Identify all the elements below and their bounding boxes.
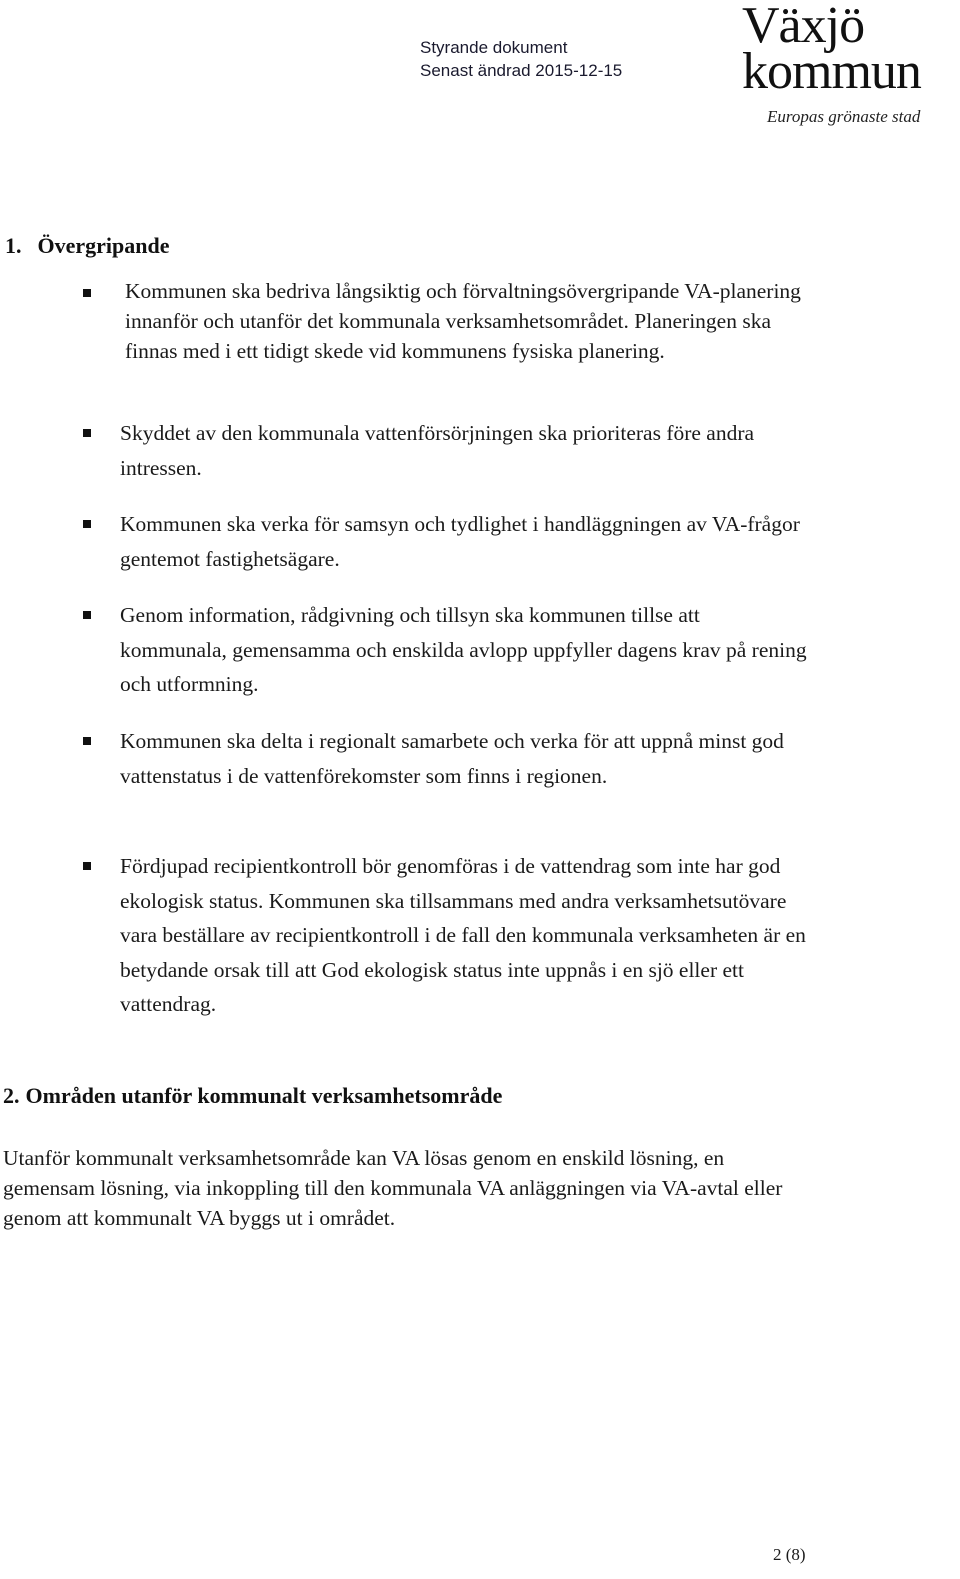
logo-word-vaxjo: Växjö — [742, 0, 865, 54]
list-item-text: Kommunen ska delta i regionalt samarbete och verka för att uppnå minst god vattenstatus i de vattenförekomster som finns i regionen. — [120, 729, 784, 788]
list-item-text: Skyddet av den kommunala vattenförsörjningen ska prioriteras före andra intressen. — [120, 421, 755, 480]
document-type: Styrande dokument — [420, 38, 568, 57]
last-changed-date: Senast ändrad 2015-12-15 — [420, 61, 623, 80]
bullet-square-icon — [83, 289, 91, 297]
bullet-square-icon — [83, 611, 91, 619]
section-title: Övergripande — [37, 233, 170, 258]
section-paragraph: Utanför kommunalt verksamhetsområde kan VA lösas genom en enskild lösning, en gemensam lösning, via inkoppling till den kommunala VA anläggningen via VA-avtal eller genom att kommunalt VA byggs ut i området. — [3, 1146, 783, 1230]
vaxjo-kommun-logo — [740, 2, 955, 128]
logo-tagline: Europas grönaste stad — [767, 107, 921, 126]
bullet-square-icon — [83, 520, 91, 528]
list-item-text: Kommunen ska bedriva långsiktig och förvaltningsövergripande VA-planering innanför och utanför det kommunala verksamhetsområdet. Planeringen ska finnas med i ett tidigt skede vid kommunens fysiska planering. — [125, 279, 801, 363]
logo-word-kommun: kommun — [742, 43, 921, 100]
bullet-square-icon — [83, 429, 91, 437]
page-number: 2 (8) — [773, 1545, 806, 1564]
section-heading-omraden — [3, 1083, 502, 1109]
section-number: 2. — [3, 1083, 20, 1108]
section-number: 1. — [5, 233, 22, 258]
list-item-text: Genom information, rådgivning och tillsyn ska kommunen tillse att kommunala, gemensamma och enskilda avlopp uppfyller dagens krav på rening och utformning. — [120, 603, 807, 696]
list-item-text: Kommunen ska verka för samsyn och tydlighet i handläggningen av VA-frågor gentemot fastighetsägare. — [120, 512, 800, 571]
bullet-square-icon — [83, 862, 91, 870]
section-heading-overgripande — [5, 233, 170, 259]
section-title: Områden utanför kommunalt verksamhetsområde — [25, 1083, 503, 1108]
document-meta — [420, 36, 622, 82]
bullet-square-icon — [83, 737, 91, 745]
list-item-text: Fördjupad recipientkontroll bör genomföras i de vattendrag som inte har god ekologisk status. Kommunen ska tillsammans med andra verksamhetsutövare vara beställare av recipientkontroll i de fall den kommunala verksamheten är en betydande orsak till att God ekologisk status inte uppnås i en sjö eller ett vattendrag. — [120, 854, 806, 1016]
